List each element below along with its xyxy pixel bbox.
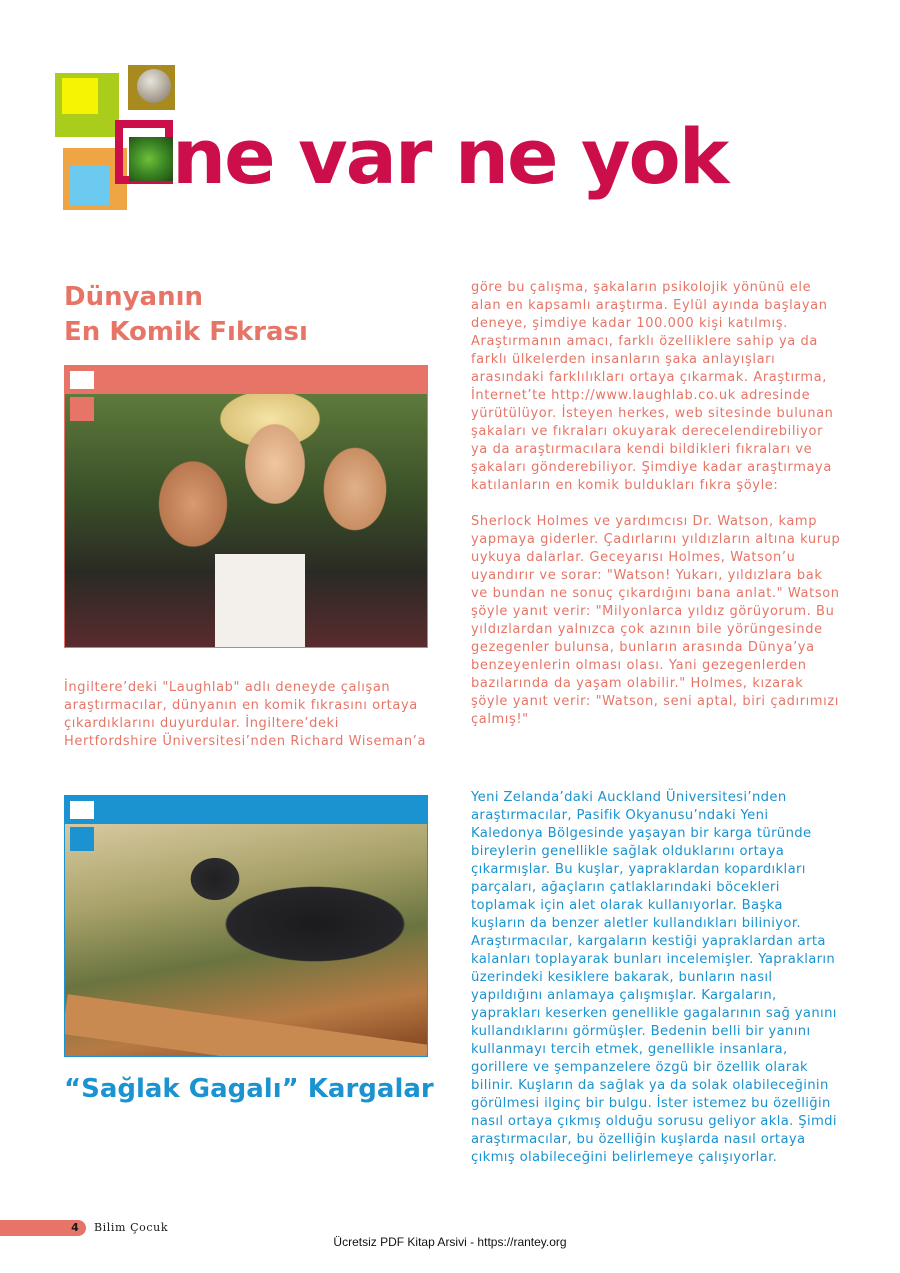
article-title-crows: “Sağlak Gagalı” Kargalar	[64, 1074, 434, 1104]
page-number: 4	[71, 1221, 79, 1234]
crow-image	[65, 824, 427, 1057]
photo-header-bar	[65, 366, 427, 394]
joke-paragraph: Sherlock Holmes ve yardımcısı Dr. Watson, kamp yapmaya giderler. Çadırlarını yıldızların altına kurup uykuya dalarlar. Geceyarısı Holmes, Watson’u uyandırır ve sorar: "Watson! Yukarı, yıldızlara bak ve bundan ne sonuç çıkardığını bana anlat." Watson şöyle yanıt verir: "Milyonlarca yıldız görüyorum. Bu yıldızlardan yalnızca çok azının bile yörüngesinde gezegenler bulunsa, bunların arasında Dünya’ya benzeyenlerin olması olası. Yani gezegenlerden bazılarında da yaşam olabilir." Holmes, kızarak şöyle yanıt verir: "Watson, seni aptal, biri çadırımızı çalmış!"	[471, 514, 841, 727]
logo-square-yellow	[62, 78, 98, 114]
crow-photo	[64, 795, 428, 1057]
article-title-line2: En Komik Fıkrası	[64, 317, 308, 347]
coin-image	[137, 69, 171, 103]
white-shirt-shape	[215, 554, 305, 648]
source-watermark: Ücretsiz PDF Kitap Arsivi - https://rantey.org	[333, 1235, 567, 1249]
frog-image	[129, 137, 173, 181]
photo-corner-blue-square	[70, 827, 94, 851]
photo-corner-white-square	[70, 371, 94, 389]
page-title: ne var ne yok	[172, 112, 728, 201]
photo-header-bar	[65, 796, 427, 824]
article-paragraph: göre bu çalışma, şakaların psikolojik yönünü ele alan en kapsamlı araştırma. Eylül ayında başlayan deneye, şimdiye kadar 100.000 kişi katılmış. Araştırmanın amacı, farklı özelliklere sahip ya da farklı ülkelerden insanların şaka anlayışları arasındaki farklılıkları ortaya çıkarmak. Araştırma, İnternet’te http://www.laughlab.co.uk adresinde yürütülüyor. İsteyen herkes, web sitesinde bulunan şakaları ve fıkraları okuyarak derecelendirebiliyor ya da araştırmacılara kendi bildikleri fıkraları ve şakaları gönderebiliyor. Şimdiye kadar araştırmaya katılanların en komik buldukları fıkra şöyle:	[471, 280, 834, 493]
logo-square-blue	[69, 165, 109, 205]
branch-shape	[64, 994, 428, 1057]
article-intro-text: İngiltere’deki "Laughlab" adlı deneyde çalışan araştırmacılar, dünyanın en komik fıkrasını ortaya çıkardıklarını duyurdular. İngiltere’deki Hertfordshire Üniversitesi’nden Richard Wiseman’a	[64, 680, 427, 749]
photo-corner-coral-square	[70, 397, 94, 421]
laughing-girls-image	[65, 394, 427, 648]
article-title-line1: Dünyanın	[64, 282, 204, 312]
article-title-joke	[64, 280, 308, 350]
laughing-girls-photo	[64, 365, 428, 648]
article-body-crows: Yeni Zelanda’daki Auckland Üniversitesi’nden araştırmacılar, Pasifik Okyanusu’ndaki Yeni Kaledonya Bölgesinde yaşayan bir karga türünde bireylerin genellikle sağlak olduklarını ortaya çıkarmışlar. Bu kuşlar, yapraklardan kopardıkları parçaları, ağaçların çatlaklarındaki böcekleri toplamak için alet olarak kullanıyorlar. Başka kuşların da benzer aletler kullandıkları biliniyor. Araştırmacılar, kargaların kestiği yapraklardan arta kalanları toplayarak bunları incelemişler. Yaprakların üzerindeki kesiklere bakarak, bunların nasıl yapıldığını anlamaya çalışmışlar. Kargaların, yaprakları keserken genellikle gagalarının sağ yanını kullandıklarını görmüşler. Bedenin belli bir yanını kullanmayı tercih etmek, genellikle insanlara, gorillere ve şempanzelere özgü bir özellik olarak bilinir. Kuşların da sağlak ya da solak olabileceğinin görülmesi ilginç bir bulgu. İster istemez bu özelliğin nasıl ortaya çıkmış olduğu sorusu geliyor akla. Şimdi araştırmacılar, bu özelliğin kuşlarda nasıl ortaya çıkmış olabileceğini belirlemeye çalışıyorlar.	[471, 790, 837, 1165]
article-body-joke	[471, 279, 841, 729]
photo-corner-white-square	[70, 801, 94, 819]
magazine-name: Bilim Çocuk	[94, 1221, 169, 1234]
